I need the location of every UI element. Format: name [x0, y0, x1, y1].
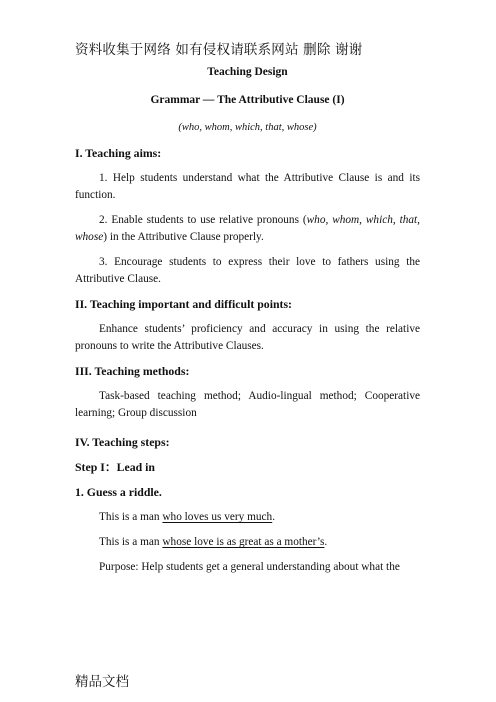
aim-item-3: 3. Encourage students to express their love to fathers using the Attributive Clause.: [75, 256, 420, 285]
riddle-2-clause: whose love is as great as a mother’s: [162, 536, 325, 548]
aim-item-2-prefix: 2. Enable students to use relative pronouns (: [99, 214, 307, 226]
riddle-2-prefix: This is a man: [99, 536, 163, 548]
aim-item-2: [75, 212, 420, 246]
riddle-1-suffix: .: [272, 511, 276, 523]
purpose-text: Purpose: Help students get a general understanding about what the: [99, 561, 400, 573]
riddle-2-suffix: .: [324, 536, 328, 548]
section-heading-methods: III. Teaching methods:: [75, 364, 190, 378]
riddle-line-1: [75, 509, 420, 526]
points-text: Enhance students’ proficiency and accuracy in using the relative pronouns to write the Attributive Clauses.: [75, 323, 420, 352]
aim-item-2-pronouns: who, whom, which, that, whose: [75, 214, 420, 243]
step-1-heading: Step I：Lead in: [75, 460, 155, 474]
section-heading-aims: I. Teaching aims:: [75, 146, 162, 160]
document-title: Teaching Design: [207, 66, 288, 78]
document-body: [75, 64, 420, 584]
section-heading-points: II. Teaching important and difficult points:: [75, 297, 292, 311]
source-disclaimer: 资料收集于网络 如有侵权请联系网站 删除 谢谢: [75, 42, 363, 58]
footer-label: 精品文档: [75, 674, 129, 690]
task-guess-riddle: 1. Guess a riddle.: [75, 485, 162, 499]
riddle-1-clause: who loves us very much: [162, 511, 273, 523]
aim-item-2-suffix: ) in the Attributive Clause properly.: [103, 231, 264, 243]
pronoun-list: (who, whom, which, that, whose): [178, 122, 317, 133]
section-heading-steps: IV. Teaching steps:: [75, 435, 170, 449]
methods-text: Task-based teaching method; Audio-lingual method; Cooperative learning; Group discussion: [75, 390, 420, 419]
document-subtitle: Grammar — The Attributive Clause (I): [150, 94, 345, 106]
riddle-1-prefix: This is a man: [99, 511, 163, 523]
riddle-line-2: [75, 534, 420, 551]
aim-item-1: 1. Help students understand what the Attributive Clause is and its function.: [75, 172, 420, 201]
